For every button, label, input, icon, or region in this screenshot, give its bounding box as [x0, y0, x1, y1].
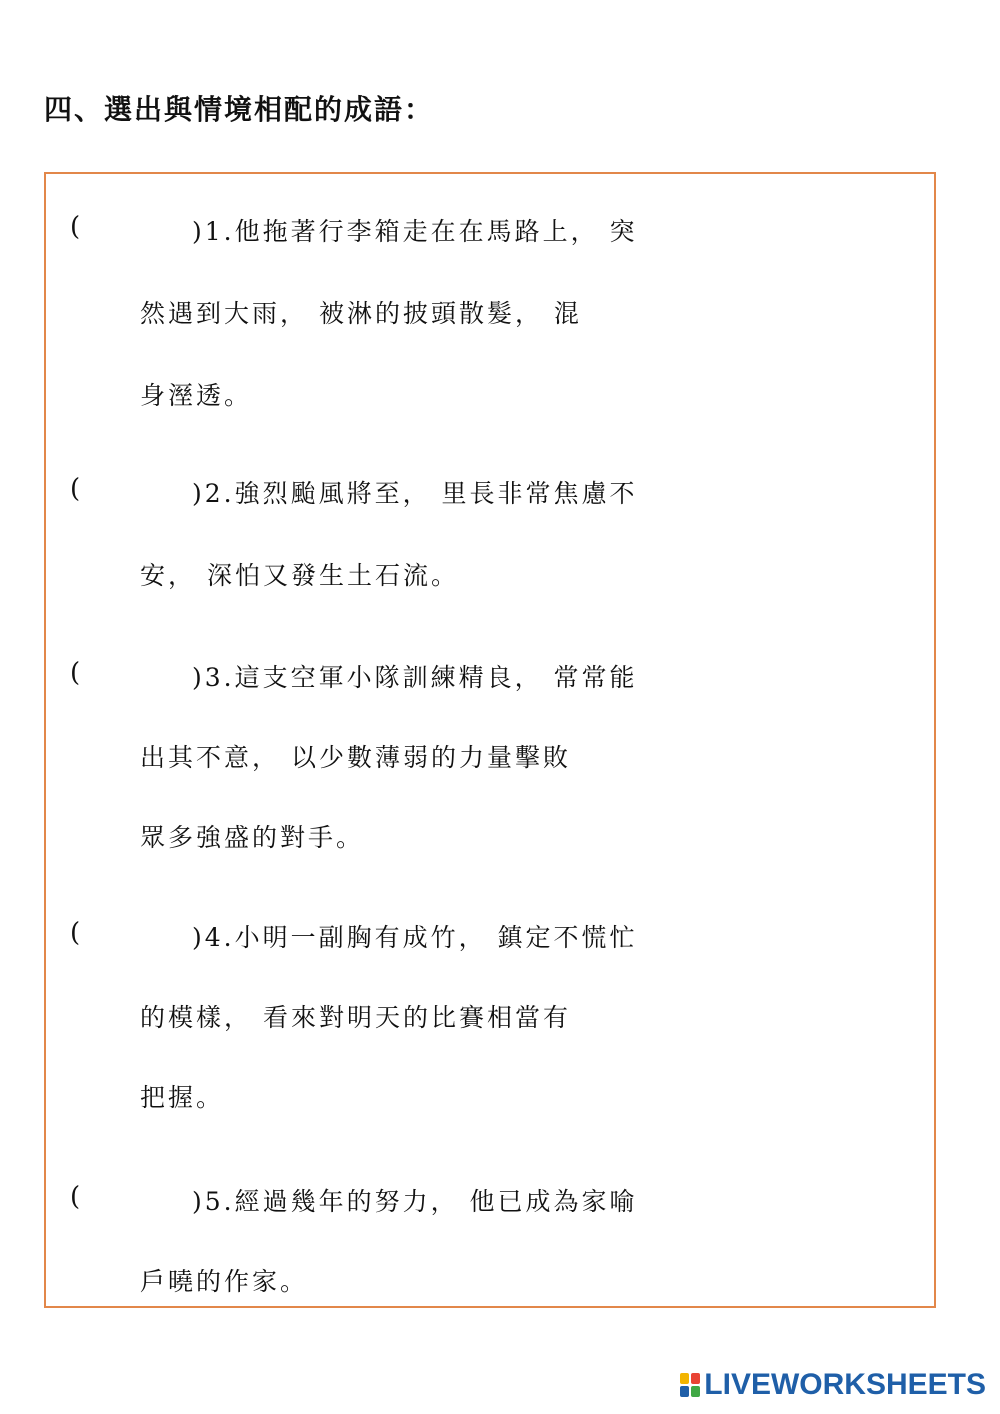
answer-input-2[interactable]: [88, 478, 192, 514]
answer-input-3[interactable]: [88, 662, 192, 698]
question-text-line: 身溼透。: [140, 381, 253, 410]
brand-name: LIVEWORKSHEETS: [704, 1368, 986, 1401]
question-text-line: 出其不意， 以少數薄弱的力量擊敗: [140, 743, 571, 772]
liveworksheets-footer: [680, 1368, 986, 1402]
answer-input-4[interactable]: [88, 922, 192, 958]
paren-open: (: [70, 918, 81, 948]
question-text-line: )3.這支空軍小隊訓練精良， 常常能: [192, 663, 638, 692]
question-text-line: 戶曉的作家。: [140, 1267, 309, 1296]
paren-open: (: [70, 212, 81, 242]
paren-open: (: [70, 1182, 81, 1212]
paren-open: (: [70, 474, 81, 504]
answer-input-1[interactable]: [88, 216, 192, 252]
question-text-line: )1.他拖著行李箱走在在馬路上， 突: [192, 217, 638, 246]
question-text-line: )4.小明一副胸有成竹， 鎮定不慌忙: [192, 923, 638, 952]
liveworksheets-logo-icon: [680, 1373, 700, 1397]
question-text-line: 安， 深怕又發生土石流。: [140, 561, 459, 590]
question-text-line: 的模樣， 看來對明天的比賽相當有: [140, 1003, 571, 1032]
paren-open: (: [70, 658, 81, 688]
question-text-line: 然遇到大雨， 被淋的披頭散髮， 混: [140, 299, 582, 328]
page-title: 四、選出與情境相配的成語：: [44, 93, 435, 126]
question-text-line: )2.強烈颱風將至， 里長非常焦慮不: [192, 479, 638, 508]
question-text-line: 把握。: [140, 1083, 225, 1112]
question-text-line: 眾多強盛的對手。: [140, 823, 365, 852]
questions-box: [44, 172, 936, 1308]
answer-input-5[interactable]: [88, 1186, 192, 1222]
question-text-line: )5.經過幾年的努力， 他已成為家喻: [192, 1187, 638, 1216]
